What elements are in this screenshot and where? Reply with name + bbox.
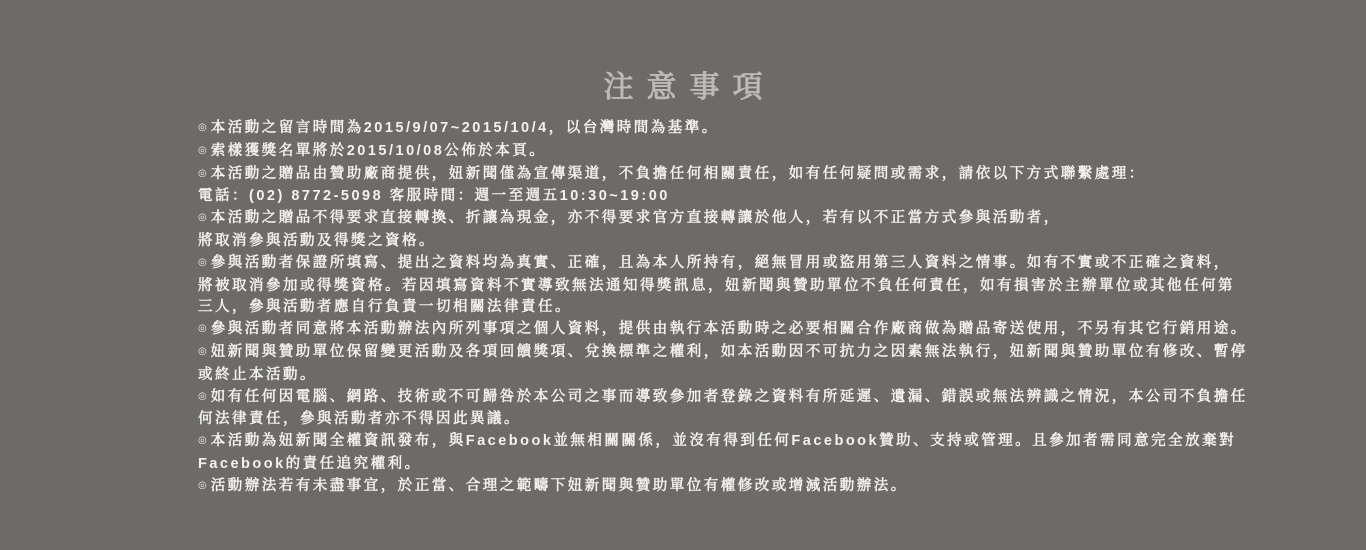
notice-text: 何法律責任，參與活動者亦不得因此異議。 bbox=[198, 411, 521, 428]
notice-text: 本活動之留言時間為2015/9/07~2015/10/4，以台灣時間為基準。 bbox=[210, 120, 719, 136]
notice-line bbox=[198, 476, 1298, 499]
notice-text: 或終止本活動。 bbox=[198, 366, 317, 383]
notice-text: 本活動之贈品不得要求直接轉換、折讓為現金，亦不得要求官方直接轉讓於他人，若有以不正當方式參與活動者， bbox=[210, 210, 1061, 227]
notice-line bbox=[198, 208, 1298, 231]
notice-line bbox=[198, 454, 1298, 476]
notice-line bbox=[198, 409, 1298, 431]
notice-text: Facebook的責任追究權利。 bbox=[198, 455, 422, 472]
notice-line bbox=[198, 365, 1298, 387]
notice-text: 本活動之贈品由贊助廠商提供，妞新聞僅為宣傳渠道，不負擔任何相關責任，如有任何疑問或需求，請依以下方式聯繫處理： bbox=[210, 165, 1146, 182]
notice-text: 三人，參與活動者應自行負責一切相關法律責任。 bbox=[198, 299, 572, 316]
notice-line bbox=[198, 141, 1298, 164]
notice-text: 索樣獲獎名單將於2015/10/08公佈於本頁。 bbox=[210, 142, 547, 159]
notice-line bbox=[198, 186, 1298, 208]
notice-text: 電話：(02) 8772-5098 客服時間：週一至週五10:30~19:00 bbox=[198, 188, 670, 205]
bullet-icon: ◎ bbox=[198, 212, 207, 224]
bullet-icon: ◎ bbox=[198, 144, 207, 156]
page-title: 注意事項 bbox=[603, 71, 776, 104]
notice-line bbox=[198, 319, 1298, 342]
bullet-icon: ◎ bbox=[198, 479, 207, 491]
notice-line bbox=[198, 231, 1298, 253]
notice-line bbox=[198, 431, 1298, 454]
notice-line bbox=[198, 387, 1298, 410]
notice-list bbox=[198, 118, 1298, 499]
bullet-icon: ◎ bbox=[198, 323, 207, 335]
notice-text: 本活動為妞新聞全權資訊發布，與Facebook並無相關關係，並沒有得到任何Facebook贊助、支持或管理。且參加者需同意完全放棄對 bbox=[210, 433, 1237, 450]
notice-text: 參與活動者同意將本活動辦法內所列事項之個人資料，提供由執行本活動時之必要相關合作廠商做為贈品寄送使用，不另有其它行銷用途。 bbox=[210, 321, 1248, 338]
notice-line bbox=[198, 297, 1298, 319]
notice-line bbox=[198, 164, 1298, 187]
notice-text: 將取消參與活動及得獎之資格。 bbox=[198, 232, 436, 249]
notice-line bbox=[198, 118, 1298, 141]
notice-text: 活動辦法若有未盡事宜，於正當、合理之範疇下妞新聞與贊助單位有權修改或增減活動辦法。 bbox=[210, 477, 908, 494]
notice-line bbox=[198, 342, 1298, 365]
bullet-icon: ◎ bbox=[198, 256, 207, 268]
notice-text: 參與活動者保證所填寫、提出之資料均為真實、正確，且為本人所持有，絕無冒用或盜用第三人資料之情事。如有不實或不正確之資料， bbox=[210, 254, 1231, 271]
bullet-icon: ◎ bbox=[198, 390, 207, 402]
bullet-icon: ◎ bbox=[198, 167, 207, 179]
notice-line bbox=[198, 253, 1298, 276]
notice-text: 如有任何因電腦、網路、技術或不可歸咎於本公司之事而導致參加者登錄之資料有所延遲、遺漏、錯誤或無法辨識之情況，本公司不負擔任 bbox=[210, 388, 1248, 405]
notice-text: 將被取消參加或得獎資格。若因填寫資料不實導致無法通知得獎訊息，妞新聞與贊助單位不負任何責任，如有損害於主辦單位或其他任何第 bbox=[198, 277, 1235, 294]
bullet-icon: ◎ bbox=[198, 435, 207, 447]
notice-line bbox=[198, 276, 1298, 298]
bullet-icon: ◎ bbox=[198, 345, 207, 357]
bullet-icon: ◎ bbox=[198, 122, 207, 133]
notice-text: 妞新聞與贊助單位保留變更活動及各項回饋獎項、兌換標準之權利，如本活動因不可抗力之因素無法執行，妞新聞與贊助單位有修改、暫停 bbox=[210, 343, 1248, 360]
